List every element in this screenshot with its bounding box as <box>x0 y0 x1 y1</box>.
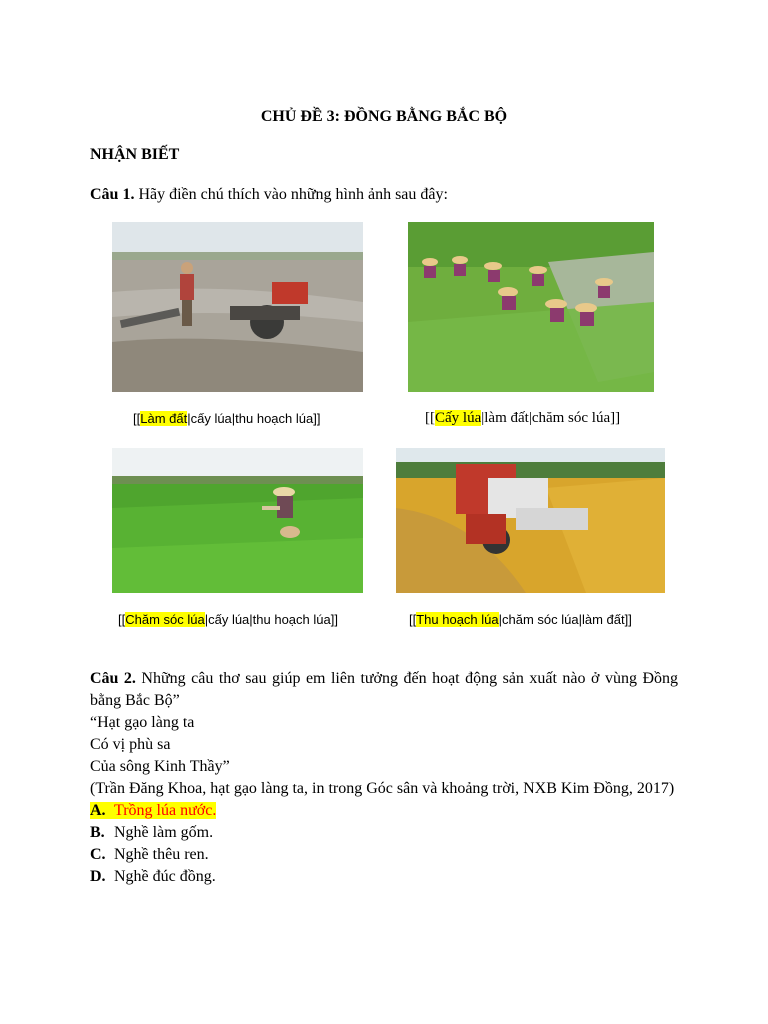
photo-rice-care <box>112 448 363 593</box>
question-1-text: Hãy điền chú thích vào những hình ảnh sau đây: <box>138 186 448 203</box>
poem-line-1: “Hạt gạo làng ta <box>90 714 195 731</box>
photo-transplanting <box>408 222 654 392</box>
question-2-prompt <box>90 668 678 712</box>
option-a-letter: A. <box>90 802 106 819</box>
option-c-text: Nghề thêu ren. <box>114 846 209 863</box>
caption-photo-3 <box>118 612 338 627</box>
poem-line-2: Có vị phù sa <box>90 736 171 753</box>
question-1-label: Câu 1. <box>90 186 135 203</box>
caption-photo-3-answer: Chăm sóc lúa <box>125 612 205 627</box>
caption-photo-1 <box>133 411 320 426</box>
question-2-label: Câu 2. <box>90 670 136 687</box>
caption-photo-2 <box>425 410 620 427</box>
question-2 <box>90 668 678 888</box>
section-heading: NHẬN BIẾT <box>90 146 180 163</box>
caption-photo-3-open: [[ <box>118 612 126 627</box>
page-title: CHỦ ĐỀ 3: ĐỒNG BẰNG BẮC BỘ <box>260 108 508 125</box>
caption-photo-1-open: [[ <box>133 411 141 426</box>
caption-photo-2-options: |làm đất|chăm sóc lúa]] <box>481 410 621 426</box>
caption-photo-4-open: [[ <box>409 612 417 627</box>
caption-photo-3-options: |cấy lúa|thu hoạch lúa]] <box>204 612 338 627</box>
question-2-text: Những câu thơ sau giúp em liên tưởng đến hoạt động sản xuất nào ở vùng Đồng bằng Bắc Bộ” <box>90 670 678 709</box>
photo-land-preparation <box>112 222 363 392</box>
option-d-letter: D. <box>90 868 106 885</box>
option-d[interactable] <box>90 866 678 888</box>
caption-photo-1-answer: Làm đất <box>140 411 188 426</box>
option-b[interactable] <box>90 822 678 844</box>
photo-harvesting <box>396 448 665 593</box>
option-a-text: Trồng lúa nước. <box>114 802 217 819</box>
option-c-letter: C. <box>90 846 106 863</box>
caption-photo-4-answer: Thu hoạch lúa <box>416 612 499 627</box>
poem-line-3: Của sông Kinh Thầy” <box>90 758 230 775</box>
option-b-letter: B. <box>90 824 105 841</box>
poem-source: (Trần Đăng Khoa, hạt gạo làng ta, in trong Góc sân và khoảng trời, NXB Kim Đồng, 2017) <box>90 780 675 797</box>
caption-photo-4-options: |chăm sóc lúa|làm đất]] <box>498 612 632 627</box>
question-1 <box>90 184 448 206</box>
option-a[interactable] <box>90 800 678 822</box>
caption-photo-2-open: [[ <box>425 410 435 426</box>
caption-photo-2-answer: Cấy lúa <box>435 410 482 426</box>
option-c[interactable] <box>90 844 678 866</box>
caption-photo-1-options: |cấy lúa|thu hoạch lúa]] <box>187 411 321 426</box>
caption-photo-4 <box>409 612 632 627</box>
option-b-text: Nghề làm gốm. <box>114 824 214 841</box>
option-d-text: Nghề đúc đồng. <box>114 868 216 885</box>
